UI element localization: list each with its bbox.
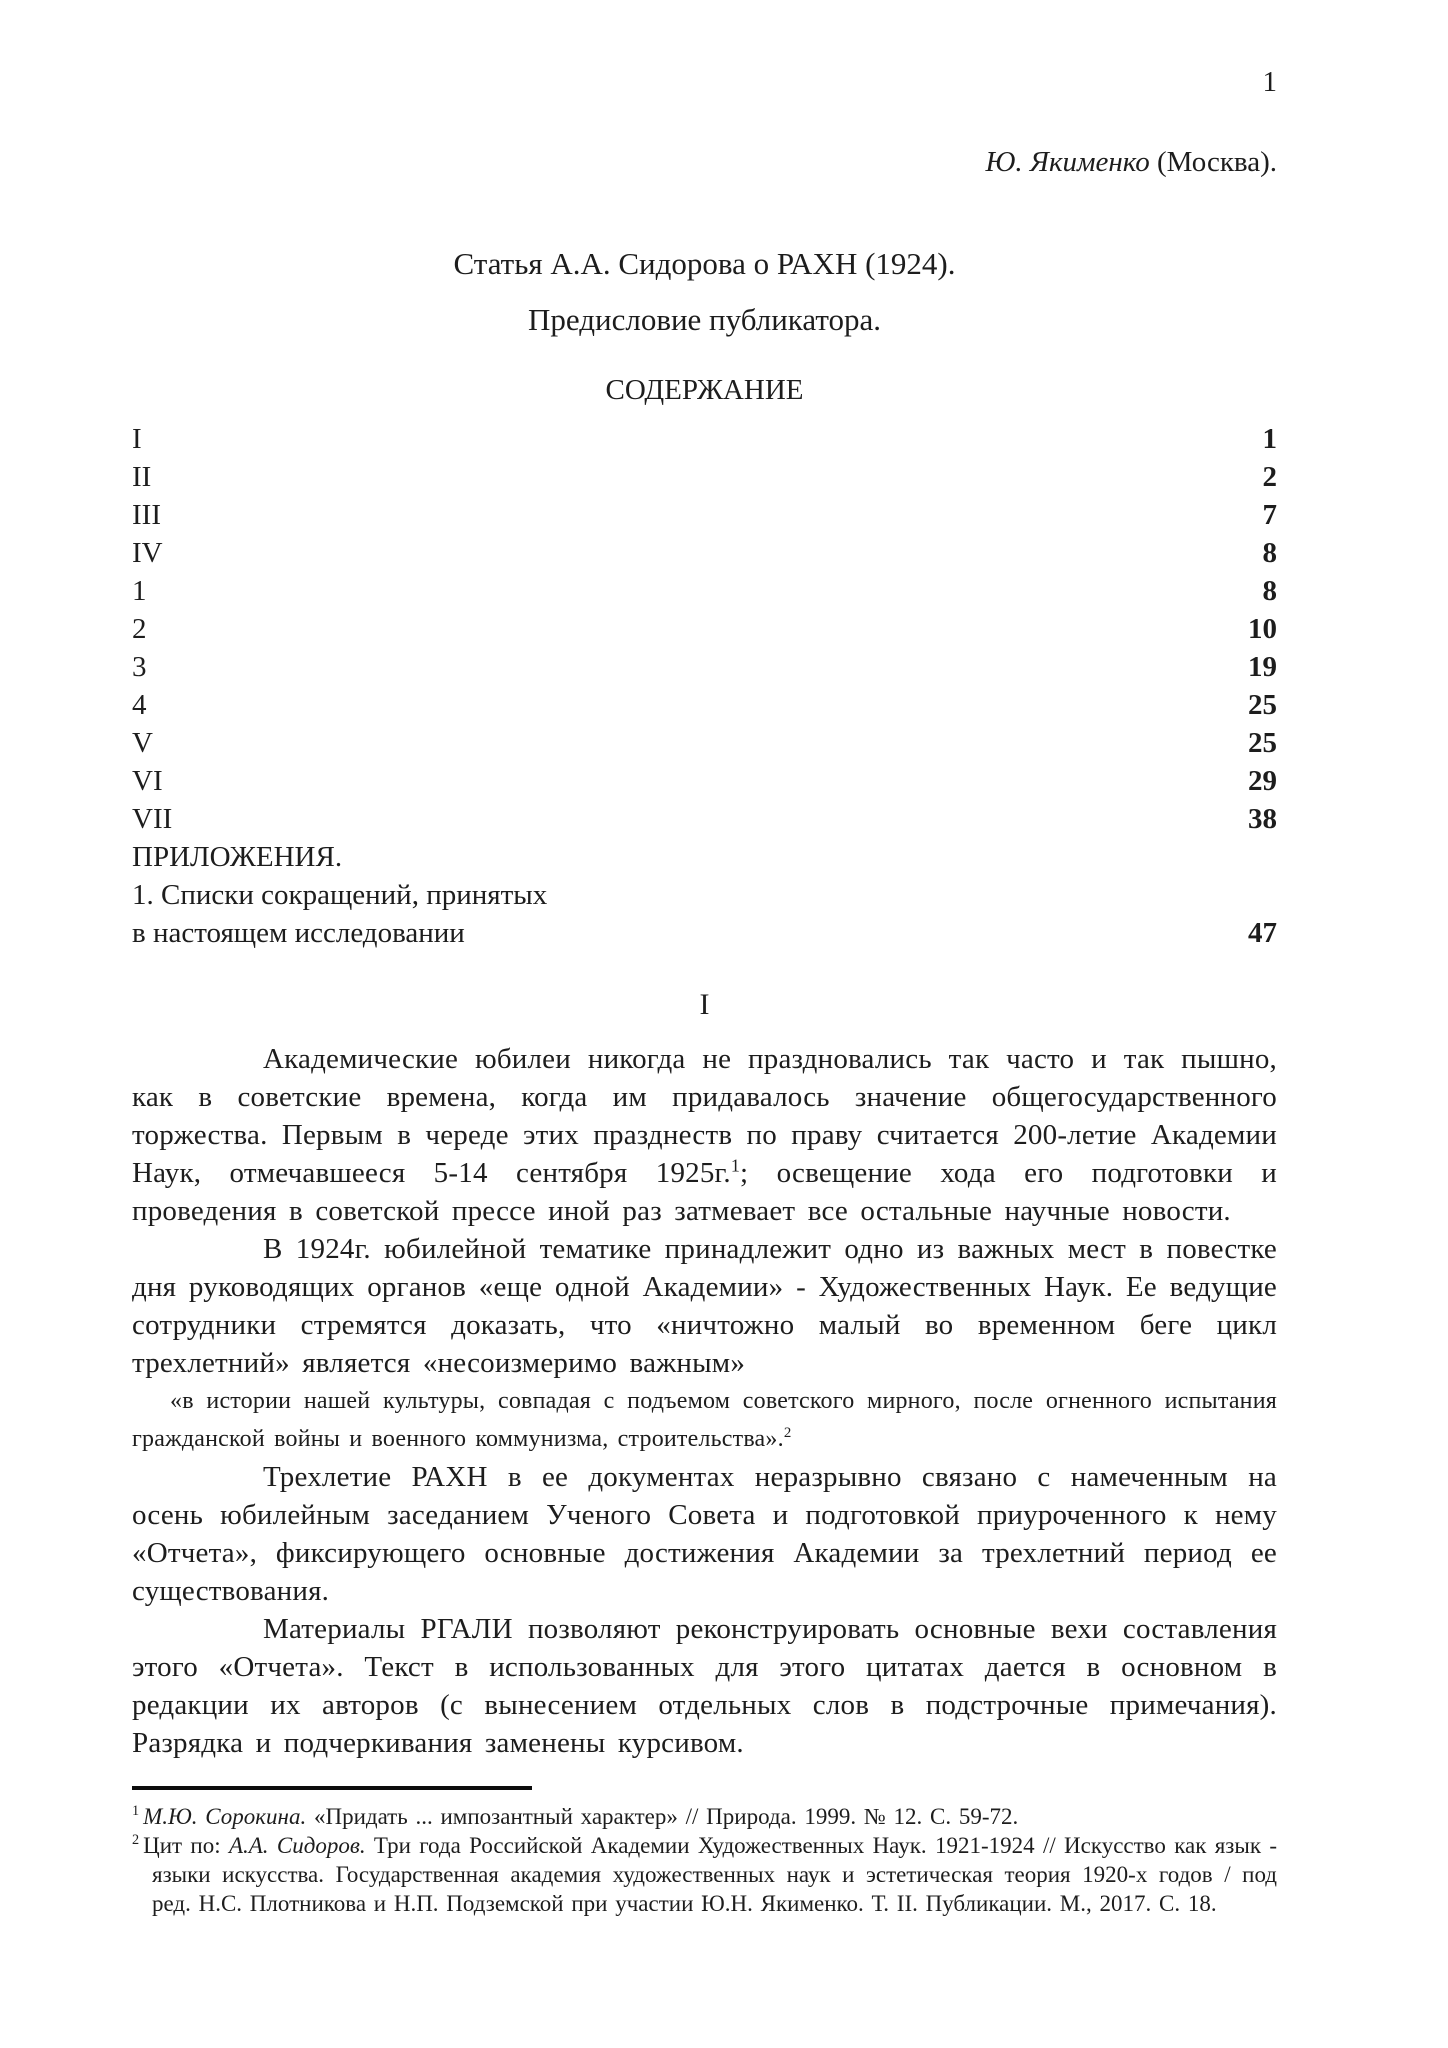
toc-entry-label: 1. Списки сокращений, принятых [132, 879, 548, 911]
paragraph-3: Трехлетие РАХН в ее документах неразрывно связано с намеченным на осень юбилейным заседанием Ученого Совета и подготовкой приуроченного к нему «Отчета», фиксирующего основные достижения Академии за трехлетний период ее существования. [132, 1461, 1277, 1607]
toc-entry-page: 29 [1248, 765, 1277, 797]
document-title [132, 236, 1277, 348]
footnote-ref-2: 2 [783, 1425, 792, 1441]
toc-entry-label: в настоящем исследовании [132, 917, 465, 949]
toc-entry-page: 10 [1248, 613, 1277, 645]
toc-entry-label: III [132, 499, 161, 531]
title-line-2: Предисловие публикатора. [527, 302, 881, 337]
toc-entry [132, 496, 1277, 534]
toc-entry-label: V [132, 727, 153, 759]
table-of-contents [132, 420, 1277, 952]
footnote-2 [132, 1831, 1277, 1918]
footnote-1 [132, 1802, 1277, 1831]
footnote-2-author: А.А. Сидоров. [228, 1833, 366, 1858]
author-name: Ю. Якименко [985, 146, 1150, 178]
footnote-separator [132, 1786, 532, 1790]
toc-entry-page: 2 [1262, 461, 1277, 493]
body-text [132, 1040, 1277, 1762]
toc-entry-page: 38 [1248, 803, 1277, 835]
page-number: 1 [1262, 66, 1277, 98]
toc-entry [132, 838, 1277, 876]
toc-entry [132, 800, 1277, 838]
footnote-2-prefix: Цит по: [143, 1833, 229, 1858]
toc-entry-page: 8 [1262, 575, 1277, 607]
toc-entry [132, 876, 1277, 914]
paragraph-4: Материалы РГАЛИ позволяют реконструировать основные вехи составления этого «Отчета». Текст в использованных для этого цитатах дается в основном в редакции их авторов (с вынесением отдельных слов в подстрочные примечания). Разрядка и подчеркивания заменены курсивом. [132, 1613, 1277, 1759]
paragraph-1 [132, 1040, 1277, 1230]
footnote-1-author: М.Ю. Сорокина. [143, 1804, 307, 1829]
footnotes-section [132, 1786, 1277, 1918]
footnote-2-text: Три года Российской Академии Художественных Наук. 1921-1924 // Искусство как язык - языки искусства. Государственная академия художественных наук и эстетическая теория 1920-х годов / под ред. Н.С. Плотникова и Н.П. Подземской при участии Ю.Н. Якименко. Т. II. Публикации. М., 2017. С. 18. [152, 1833, 1277, 1916]
toc-entry-page: 47 [1248, 917, 1277, 949]
toc-entry-label: IV [132, 537, 163, 569]
toc-entry-label: 2 [132, 613, 147, 645]
toc-entry [132, 458, 1277, 496]
block-quote-text: «в истории нашей культуры, совпадая с подъемом советского мирного, после огненного испытания гражданской войны и военного коммунизма, строительства». [132, 1388, 1277, 1452]
toc-entry-label: 1 [132, 575, 147, 607]
title-line-1: Статья А.А. Сидорова о РАХН (1924). [453, 246, 956, 281]
toc-entry [132, 914, 1277, 952]
toc-entry-page: 19 [1248, 651, 1277, 683]
section-heading: I [699, 988, 710, 1021]
toc-entry-page: 8 [1262, 537, 1277, 569]
toc-entry-page: 7 [1262, 499, 1277, 531]
toc-entry-label: ПРИЛОЖЕНИЯ. [132, 841, 343, 873]
paragraph-1-text: Академические юбилеи никогда не праздновались так часто и так пышно, как в советские времена, когда им придавалось значение общегосударственного торжества. Первым в череде этих празднеств по праву считается 200-летие Академии Наук, отмечавшееся 5-14 сентября 1925г. [132, 1043, 1277, 1189]
toc-entry-label: I [132, 423, 142, 455]
toc-entry-label: II [132, 461, 152, 493]
footnote-1-marker: 1 [132, 1803, 140, 1820]
toc-entry [132, 572, 1277, 610]
footnote-2-marker: 2 [132, 1832, 140, 1849]
toc-entry [132, 724, 1277, 762]
author-city: (Москва). [1149, 146, 1277, 178]
footnote-ref-1: 1 [730, 1155, 741, 1176]
paragraph-2: В 1924г. юбилейной тематике принадлежит одно из важных мест в повестке дня руководящих органов «еще одной Академии» - Художественных Наук. Ее ведущие сотрудники стремятся доказать, что «ничтожно малый во временном беге цикл трехлетний» является «несоизмеримо важным» [132, 1233, 1277, 1379]
toc-entry-label: 3 [132, 651, 147, 683]
footnote-1-text: «Придать ... импозантный характер» // Природа. 1999. № 12. С. 59-72. [306, 1804, 1019, 1829]
toc-entry-page: 1 [1262, 423, 1277, 455]
toc-entry [132, 762, 1277, 800]
paragraph-1-text-cont: ; освещение хода его подготовки и проведения в советской прессе иной раз затмевает все остальные научные новости. [132, 1157, 1277, 1227]
block-quote [132, 1382, 1277, 1458]
toc-entry-label: VI [132, 765, 163, 797]
toc-entry-page: 25 [1248, 689, 1277, 721]
toc-entry [132, 610, 1277, 648]
toc-entry [132, 420, 1277, 458]
author-line [132, 146, 1277, 179]
toc-heading: СОДЕРЖАНИЕ [605, 374, 804, 406]
toc-entry [132, 648, 1277, 686]
toc-entry [132, 686, 1277, 724]
toc-entry-label: VII [132, 803, 173, 835]
toc-entry [132, 534, 1277, 572]
toc-entry-page: 25 [1248, 727, 1277, 759]
toc-entry-label: 4 [132, 689, 147, 721]
